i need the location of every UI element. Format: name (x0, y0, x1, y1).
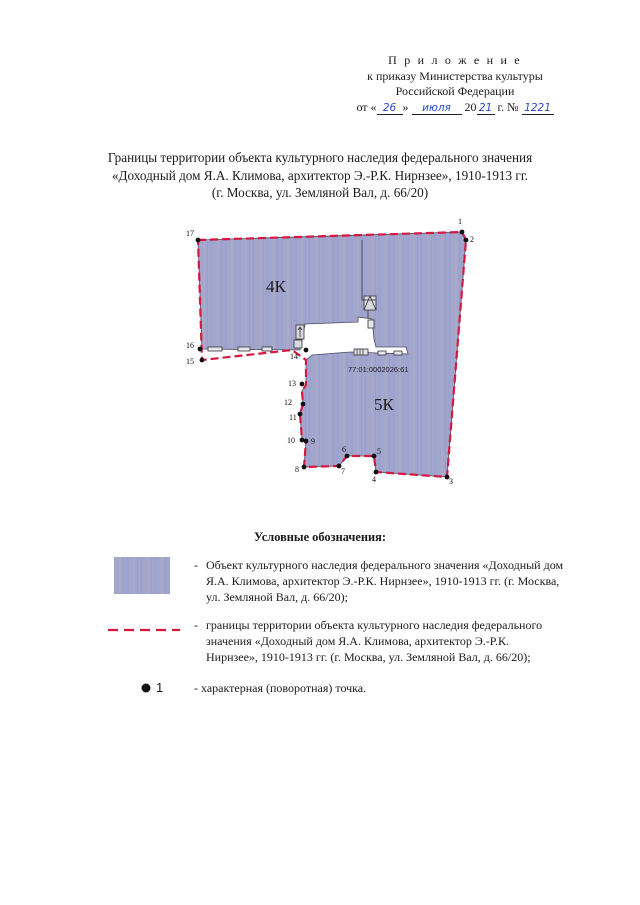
cadastral-number: 77:01:0002026:61 (348, 365, 409, 374)
point-label-9: 9 (311, 437, 315, 446)
point-9 (304, 439, 309, 444)
point-label-7: 7 (341, 467, 345, 476)
title-line-3: (г. Москва, ул. Земляной Вал, д. 66/20) (211, 185, 429, 200)
title-line-2: «Доходный дом Я.А. Климова, архитектор Э.-Р.К. Нирнзее», 1910-1913 гг. (111, 167, 529, 183)
point-12 (301, 402, 306, 407)
point-label-12: 12 (284, 398, 292, 407)
date-day: 26 (377, 102, 403, 115)
date-suffix: г. № (497, 99, 519, 114)
point-5 (372, 454, 377, 459)
point-label-4: 4 (372, 475, 376, 484)
order-number: 1221 (522, 102, 554, 115)
legend-point-label: 1 (156, 680, 164, 695)
date-mid: » (402, 99, 409, 114)
date-prefix: от « (356, 99, 377, 114)
legend-item-boundary-l1: границы территории объекта культурного наследия федерального (206, 618, 543, 632)
point-13 (300, 382, 305, 387)
point-label-5: 5 (377, 447, 381, 456)
point-label-13: 13 (288, 379, 296, 388)
point-label-10: 10 (287, 436, 295, 445)
label-5k: 5К (374, 395, 394, 414)
legend-point-marker (142, 684, 151, 693)
point-8 (302, 465, 307, 470)
legend-item-object-l3: ул. Земляной Вал, д. 66/20); (206, 589, 348, 604)
point-label-11: 11 (289, 413, 297, 422)
legend-item-boundary: - границы территории объекта культурного наследия федерального значения «Доходный дом Я.А. Климова, архитектор Э.-Р.К. Нирнзее», 1910-1913 гг. (г. Москва, ул. Земляной Вал, д. 66/20); (194, 618, 594, 665)
point-6 (345, 454, 350, 459)
point-label-8: 8 (295, 465, 299, 474)
point-17 (196, 238, 201, 243)
point-label-16: 16 (186, 341, 194, 350)
date-year-suffix: 21 (477, 102, 495, 115)
point-11 (298, 412, 303, 417)
point-10 (300, 438, 305, 443)
legend-item-object-l2: Я.А. Климова, архитектор Э.-Р.К. Нирнзее», 1910-1913 гг. (г. Москва, (206, 573, 560, 588)
point-label-2: 2 (470, 235, 474, 244)
legend-item-object: - Объект культурного наследия федерального значения «Доходный дом Я.А. Климова, архитектор Э.-Р.К. Нирнзее», 1910-1913 гг. (г. Москва, ул. Земляной Вал, д. 66/20); (194, 558, 594, 605)
point-1 (460, 230, 465, 235)
point-16 (198, 347, 203, 352)
point-label-6: 6 (342, 445, 346, 454)
point-2 (464, 238, 469, 243)
heritage-object-area (198, 232, 466, 477)
point-4 (374, 470, 379, 475)
appendix-line-order: к приказу Министерства культуры (367, 68, 543, 83)
title-line-1: Границы территории объекта культурного наследия федерального значения (107, 150, 533, 165)
legend-item-boundary-l2: значения «Доходный дом Я.А. Климова, архитектор Э.-Р.К. (206, 633, 509, 648)
point-label-15: 15 (186, 357, 194, 366)
appendix-heading: П р и л о ж е н и е (388, 53, 522, 67)
point-label-3: 3 (449, 477, 453, 486)
point-14 (304, 348, 309, 353)
date-month: июля (412, 102, 462, 115)
point-label-17: 17 (186, 229, 194, 238)
legend-item-boundary-l3: Нирнзее», 1910-1913 гг. (г. Москва, ул. Земляной Вал, д. 66/20); (206, 649, 531, 664)
legend-object-swatch (114, 557, 170, 594)
date-year-prefix: 20 (464, 99, 477, 114)
appendix-line-federation: Российской Федерации (395, 84, 515, 98)
legend-item-object-l1: Объект культурного наследия федерального значения «Доходный дом (206, 558, 564, 572)
label-4k: 4К (266, 277, 286, 296)
point-label-14: 14 (290, 352, 298, 361)
legend-item-point: - характерная (поворотная) точка. (194, 681, 367, 695)
legend-title: Условные обозначения: (253, 530, 387, 544)
point-15 (200, 358, 205, 363)
point-label-1: 1 (458, 217, 462, 226)
